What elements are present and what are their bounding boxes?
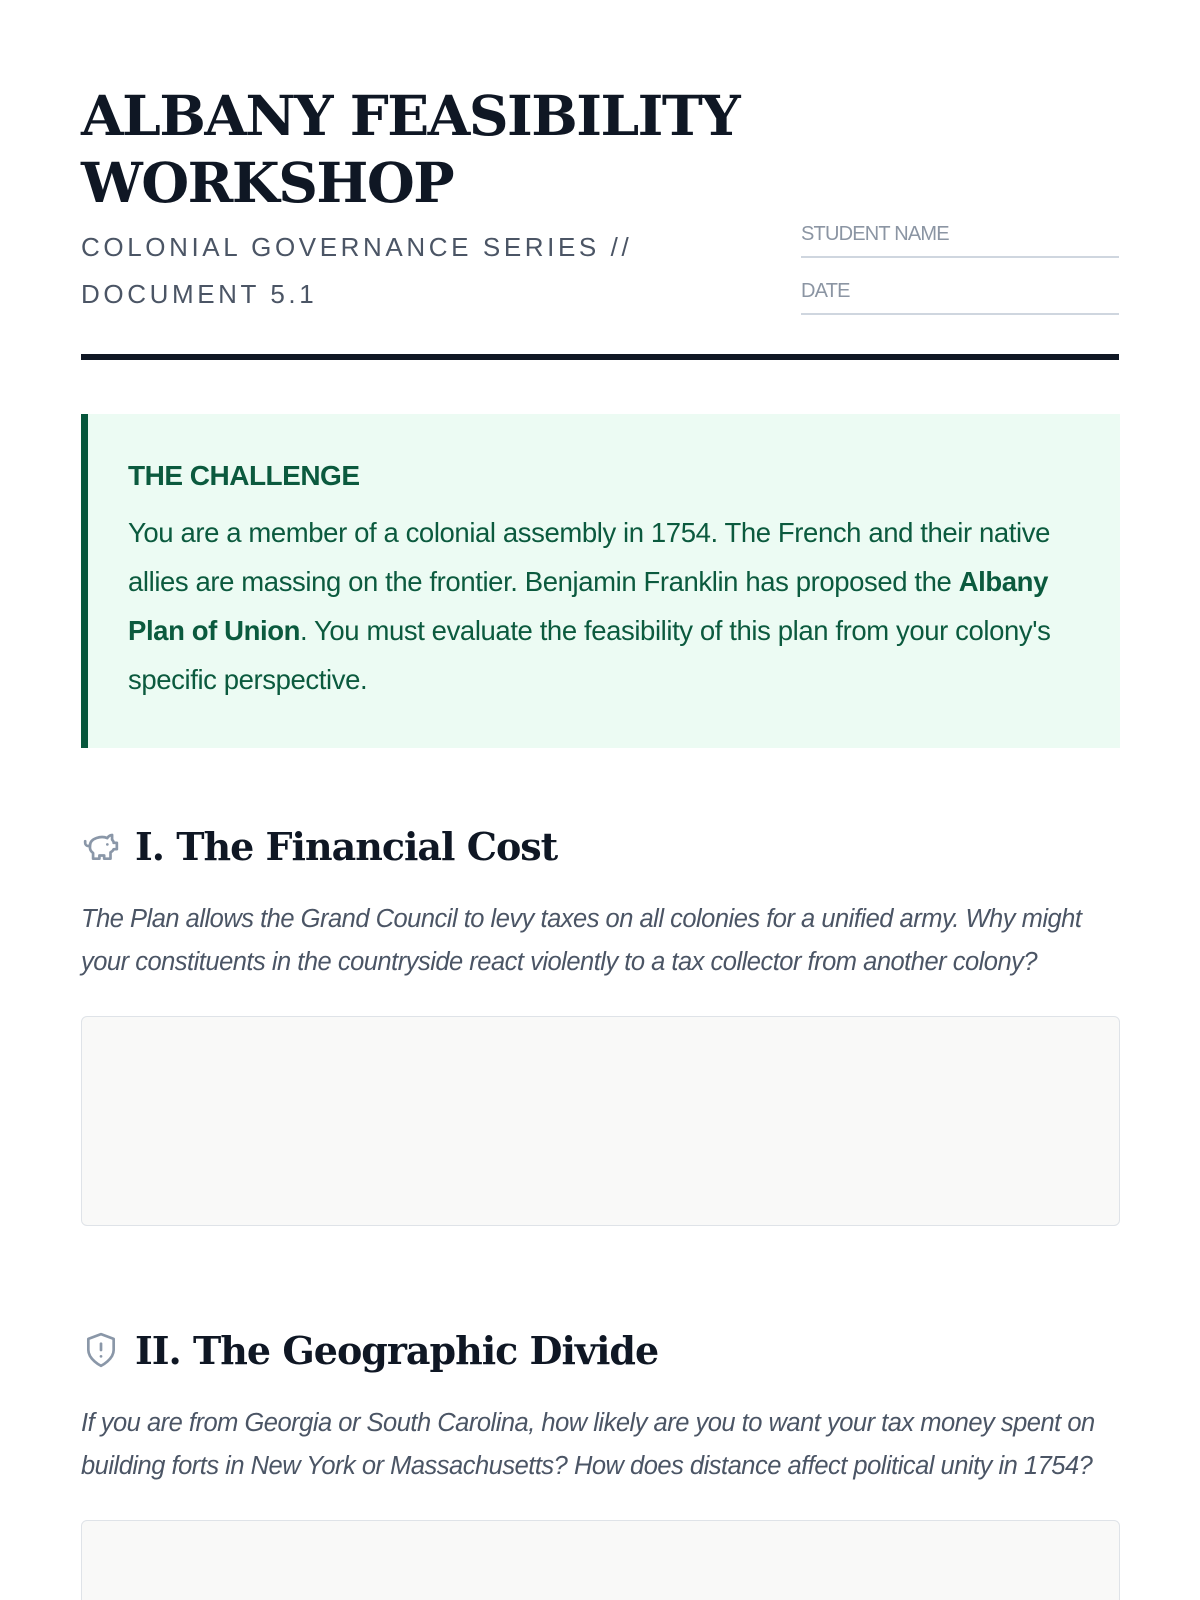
date-label: DATE bbox=[801, 280, 850, 302]
section-heading bbox=[81, 1320, 1120, 1380]
answer-box[interactable] bbox=[81, 1520, 1120, 1600]
answer-box[interactable] bbox=[81, 1016, 1120, 1226]
section-question: The Plan allows the Grand Council to levy taxes on all colonies for a unified army. Why might your constituents in the countryside react violently to a tax collector from another colony? bbox=[81, 905, 1082, 976]
header-divider bbox=[81, 354, 1119, 360]
title-line-1: ALBANY FEASIBILITY bbox=[81, 83, 740, 148]
document-title bbox=[81, 82, 739, 216]
challenge-plan-name: Albany Plan of Union bbox=[128, 566, 1048, 646]
subtitle-line-2: DOCUMENT 5.1 bbox=[81, 279, 318, 309]
challenge-heading: THE CHALLENGE bbox=[128, 460, 360, 491]
section-title: I. The Financial Cost bbox=[135, 823, 558, 869]
challenge-text bbox=[128, 508, 1080, 704]
title-line-2: WORKSHOP bbox=[81, 150, 454, 215]
student-name-field[interactable] bbox=[801, 218, 1119, 258]
challenge-text-outro: . You must evaluate the feasibility of this plan from your colony's specific perspective. bbox=[128, 615, 1051, 695]
document-subtitle bbox=[81, 224, 681, 318]
date-field[interactable] bbox=[801, 275, 1119, 315]
section-question: If you are from Georgia or South Carolina, how likely are you to want your tax money spent on building forts in New York or Massachusetts? How does distance affect political unity in 1754? bbox=[81, 1409, 1095, 1480]
student-fields bbox=[801, 218, 1119, 332]
section-title: II. The Geographic Divide bbox=[135, 1327, 659, 1373]
section-financial-cost bbox=[81, 816, 1120, 1226]
section-heading bbox=[81, 816, 1120, 876]
challenge-callout bbox=[81, 414, 1120, 748]
student-name-label: STUDENT NAME bbox=[801, 223, 949, 245]
shield-alert-icon bbox=[81, 1330, 121, 1370]
section-geographic-divide bbox=[81, 1320, 1120, 1600]
worksheet-header bbox=[81, 0, 1119, 362]
subtitle-line-1: COLONIAL GOVERNANCE SERIES // bbox=[81, 232, 633, 262]
piggy-bank-icon bbox=[81, 826, 121, 866]
challenge-text-intro: You are a member of a colonial assembly in 1754. The French and their native allies are massing on the frontier. Benjamin Franklin has proposed the bbox=[128, 517, 1050, 597]
